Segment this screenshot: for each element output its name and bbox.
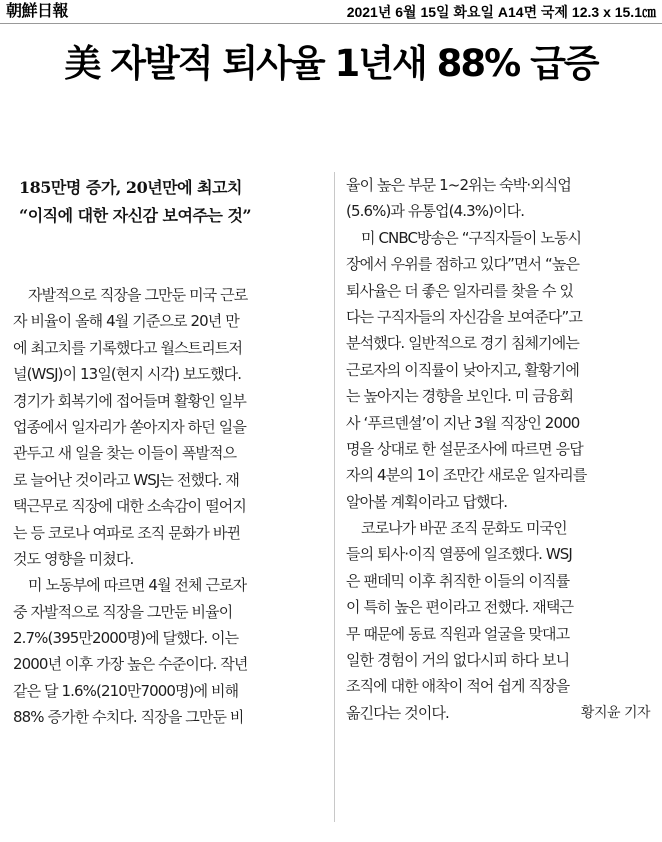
text-line: 은 팬데믹 이후 취직한 이들의 이직률 — [346, 571, 570, 590]
text-line: 자의 4분의 1이 조만간 새로운 일자리를 — [346, 466, 587, 485]
body-paragraph — [346, 515, 650, 726]
text-line: 장에서 우위를 점하고 있다”면서 “높은 — [346, 255, 580, 274]
text-line: 관두고 새 일을 찾는 이들이 폭발적으 — [13, 444, 237, 463]
text-line: 조직에 대한 애착이 적어 쉽게 직장을 — [346, 677, 570, 696]
text-line: 미 노동부에 따르면 4월 전체 근로자 — [28, 576, 247, 595]
text-line: 코로나가 바꾼 조직 문화도 미국인 — [361, 519, 567, 538]
text-line: 택근무로 직장에 대한 소속감이 떨어지 — [13, 497, 246, 516]
text-line: 2000년 이후 가장 높은 수준이다. 작년 — [13, 655, 248, 674]
body-paragraph — [13, 572, 317, 730]
text-line: 명을 상대로 한 설문조사에 따르면 응답 — [346, 439, 583, 458]
text-line: 같은 달 1.6%(210만7000명)에 비해 — [13, 681, 239, 700]
text-line: 분석했다. 일반적으로 경기 침체기에는 — [346, 334, 579, 353]
text-line: 로 늘어난 것이라고 WSJ는 전했다. 재 — [13, 470, 239, 489]
article-column-left — [13, 172, 317, 731]
text-line: 들의 퇴사·이직 열풍에 일조했다. WSJ — [346, 545, 572, 564]
text-line: 근로자의 이직률이 낮아지고, 활황기에 — [346, 360, 579, 379]
text-line: 일한 경험이 거의 없다시피 하다 보니 — [346, 651, 570, 670]
clipping-meta: 2021년 6월 15일 화요일 A14면 국제 12.3 x 15.1㎝ — [346, 4, 656, 20]
text-line: 것도 영향을 미쳤다. — [13, 549, 134, 568]
text-line: 자발적으로 직장을 그만둔 미국 근로 — [28, 286, 248, 304]
text-line: 미 CNBC방송은 “구직자들이 노동시 — [361, 228, 582, 247]
text-line: 는 높아지는 경향을 보인다. 미 금융회 — [346, 387, 574, 406]
body-paragraph — [346, 172, 650, 225]
body-paragraph — [13, 282, 317, 572]
body-paragraph — [346, 225, 650, 515]
text-line: 에 최고치를 기록했다고 월스트리트저 — [13, 338, 243, 357]
text-line: 는 등 코로나 여파로 조직 문화가 바뀐 — [13, 523, 241, 542]
column-divider — [334, 172, 335, 822]
text-line: (5.6%)과 유통업(4.3%)이다. — [346, 202, 525, 221]
text-line: 알아볼 계획이라고 답했다. — [346, 492, 508, 511]
article-headline: 美 자발적 퇴사율 1년새 88% 급증 — [64, 42, 598, 85]
byline: 황지윤 기자 — [580, 704, 650, 721]
text-line: 널(WSJ)이 13일(현지 시각) 보도했다. — [13, 365, 242, 384]
newspaper-logo: 朝鮮日報 — [6, 1, 69, 20]
text-line: 사 ‘푸르덴셜’이 지난 3월 직장인 2000 — [346, 413, 580, 432]
text-line: 다는 구직자들의 자신감을 보여준다”고 — [346, 307, 582, 326]
text-line: 업종에서 일자리가 쏟아지자 하던 일을 — [13, 417, 246, 436]
text-line: 자 비율이 올해 4월 기준으로 20년 만 — [13, 312, 239, 331]
text-line: 2.7%(395만2000명)에 달했다. 이는 — [13, 629, 239, 648]
subheadline-block — [13, 174, 317, 230]
text-line: 중 자발적으로 직장을 그만둔 비율이 — [13, 602, 233, 621]
closing-line — [346, 700, 650, 726]
text-line: 옮긴다는 것이다. — [346, 703, 449, 722]
subheadline: “이직에 대한 자신감 보여주는 것” — [19, 206, 252, 225]
text-line: 88% 증가한 수치다. 직장을 그만둔 비 — [13, 708, 244, 727]
text-line: 율이 높은 부문 1~2위는 숙박·외식업 — [346, 176, 571, 194]
clipping-header — [0, 0, 662, 24]
text-line: 무 때문에 동료 직원과 얼굴을 맞대고 — [346, 624, 570, 643]
text-line: 퇴사율은 더 좋은 일자리를 찾을 수 있 — [346, 281, 574, 300]
text-line: 경기가 회복기에 접어들며 활황인 일부 — [13, 391, 246, 410]
subheadline: 185만명 증가, 20년만에 최고치 — [19, 178, 243, 197]
article-column-right — [346, 172, 650, 726]
text-line: 이 특히 높은 편이라고 전했다. 재택근 — [346, 598, 574, 617]
